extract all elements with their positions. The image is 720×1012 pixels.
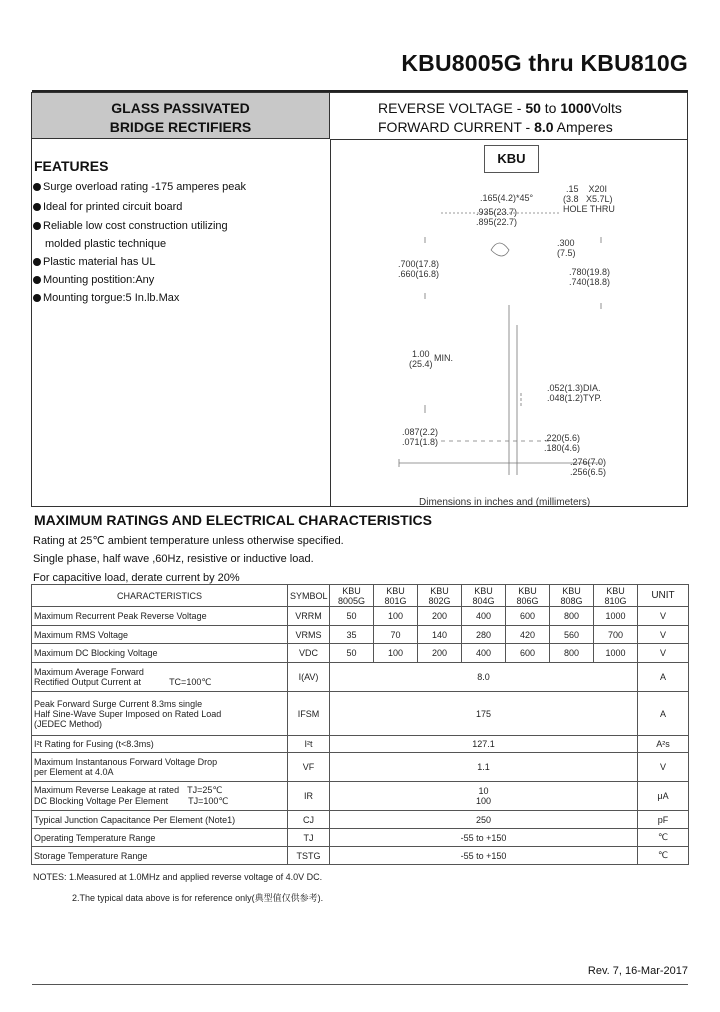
dim-thickness-max: .276(7.0) bbox=[570, 457, 607, 467]
bullet-icon bbox=[33, 258, 41, 266]
header-unit: UNIT bbox=[638, 585, 689, 607]
characteristics-table bbox=[31, 584, 689, 865]
dim-width-min: .740(18.8) bbox=[569, 277, 611, 287]
bullet-icon bbox=[33, 222, 41, 230]
table-row: Maximum Recurrent Peak Reverse Voltage VRRM 50 100 200 400 600 800 1000 V bbox=[32, 607, 689, 626]
hole-sketch bbox=[491, 243, 509, 256]
dim-pitch-mm: (7.5) bbox=[557, 248, 576, 258]
dim-height-min: .660(16.8) bbox=[398, 269, 440, 279]
dim-lead-a-max: .087(2.2) bbox=[402, 427, 439, 437]
electrical-summary bbox=[378, 99, 622, 137]
feature-item-continued: molded plastic technique bbox=[45, 238, 167, 250]
header-part: KBU 810G bbox=[594, 585, 638, 607]
footer-rule bbox=[32, 984, 688, 985]
dim-lead-dia-min: .048(1.2)TYP. bbox=[547, 393, 602, 403]
table-row: Storage Temperature Range TSTG -55 to +150 ℃ bbox=[32, 847, 689, 865]
ratings-condition-2: Single phase, half wave ,60Hz, resistive or inductive load. bbox=[33, 553, 314, 565]
table-row: Maximum RMS Voltage VRMS 35 70 140 280 420 560 700 V bbox=[32, 626, 689, 644]
table-row: Maximum Average Forward Rectified Output Current at TC=100℃ I(AV) 8.0 A bbox=[32, 663, 689, 692]
features-title: FEATURES bbox=[34, 158, 109, 174]
table-row: I²t Rating for Fusing (t<8.3ms) I²t 127.1 A²s bbox=[32, 736, 689, 753]
dim-lead-a-min: .071(1.8) bbox=[402, 437, 439, 447]
table-row: Maximum DC Blocking Voltage VDC 50 100 200 400 600 800 1000 V bbox=[32, 644, 689, 663]
header-part: KBU 802G bbox=[418, 585, 462, 607]
table-row: Typical Junction Capacitance Per Element (Note1) CJ 250 pF bbox=[32, 811, 689, 829]
dim-chamfer: .165(4.2)*45° bbox=[480, 193, 534, 203]
bullet-icon bbox=[33, 276, 41, 284]
ratings-title: MAXIMUM RATINGS AND ELECTRICAL CHARACTERISTICS bbox=[34, 512, 432, 528]
product-type-line2: BRIDGE RECTIFIERS bbox=[109, 119, 252, 135]
bullet-icon bbox=[33, 203, 41, 211]
note-2: 2.The typical data above is for reference only(典型值仅供参考). bbox=[72, 893, 324, 903]
dim-spacing-min: .180(4.6) bbox=[544, 443, 581, 453]
header-part: KBU 8005G bbox=[330, 585, 374, 607]
header-divider bbox=[330, 139, 688, 140]
header-part: KBU 804G bbox=[462, 585, 506, 607]
feature-item: Mounting torgue:5 In.lb.Max bbox=[33, 292, 179, 304]
product-type-line1: GLASS PASSIVATED bbox=[111, 100, 250, 116]
feature-item: Plastic material has UL bbox=[33, 256, 156, 268]
dim-length-min: .895(22.7) bbox=[476, 217, 518, 227]
header-characteristics: CHARACTERISTICS bbox=[32, 585, 288, 607]
dimension-caption: Dimensions in inches and (millimeters) bbox=[419, 497, 591, 508]
dim-lead-length: 1.00 bbox=[412, 349, 430, 359]
dim-lead-dia-max: .052(1.3)DIA. bbox=[547, 383, 601, 393]
table-row: Peak Forward Surge Current 8.3ms single Half Sine-Wave Super Imposed on Rated Load (JEDEC Method) IFSM 175 A bbox=[32, 692, 689, 736]
dim-height-max: .700(17.8) bbox=[398, 259, 440, 269]
table-row: Maximum Reverse Leakage at rated TJ=25℃ DC Blocking Voltage Per Element TJ=100℃ IR 10 100 μA bbox=[32, 782, 689, 811]
dim-hole-c: HOLE THRU bbox=[563, 204, 615, 214]
table-row: Maximum Instantanous Forward Voltage Drop per Element at 4.0A VF 1.1 V bbox=[32, 753, 689, 782]
dim-spacing-max: .220(5.6) bbox=[544, 433, 581, 443]
bullet-icon bbox=[33, 294, 41, 302]
document-title: KBU8005G thru KBU810G bbox=[401, 50, 688, 76]
package-label: KBU bbox=[484, 145, 539, 173]
feature-item: Ideal for printed circuit board bbox=[33, 201, 182, 213]
feature-item: Surge overload rating -175 amperes peak bbox=[33, 181, 246, 193]
ratings-condition-1: Rating at 25℃ ambient temperature unless otherwise specified. bbox=[33, 535, 344, 547]
bullet-icon bbox=[33, 183, 41, 191]
table-row: Operating Temperature Range TJ -55 to +150 ℃ bbox=[32, 829, 689, 847]
dim-hole-b: (3.8 X5.7L) bbox=[563, 194, 613, 204]
table-header-row bbox=[32, 585, 689, 607]
header-part: KBU 808G bbox=[550, 585, 594, 607]
dim-lead-min: MIN. bbox=[434, 353, 453, 363]
header-symbol: SYMBOL bbox=[288, 585, 330, 607]
header-part: KBU 801G bbox=[374, 585, 418, 607]
dim-pitch: .300 bbox=[557, 238, 575, 248]
feature-item: Reliable low cost construction utilizing bbox=[33, 220, 228, 232]
feature-item: Mounting postition:Any bbox=[33, 274, 154, 286]
header-part: KBU 806G bbox=[506, 585, 550, 607]
reverse-voltage-line: REVERSE VOLTAGE - 50 to 1000Volts bbox=[378, 100, 622, 116]
ratings-condition-3: For capacitive load, derate current by 20% bbox=[33, 572, 240, 584]
forward-current-line: FORWARD CURRENT - 8.0 Amperes bbox=[378, 119, 613, 135]
dim-thickness-min: .256(6.5) bbox=[570, 467, 607, 477]
dim-hole-a: .15 X20I bbox=[566, 184, 608, 194]
dim-width-max: .780(19.8) bbox=[569, 267, 611, 277]
product-type-header bbox=[32, 93, 330, 139]
note-1: NOTES: 1.Measured at 1.0MHz and applied reverse voltage of 4.0V DC. bbox=[33, 872, 323, 882]
dim-length-max: .935(23.7) bbox=[476, 207, 518, 217]
dim-lead-length-mm: (25.4) bbox=[409, 359, 433, 369]
revision-info: Rev. 7, 16-Mar-2017 bbox=[587, 965, 688, 977]
